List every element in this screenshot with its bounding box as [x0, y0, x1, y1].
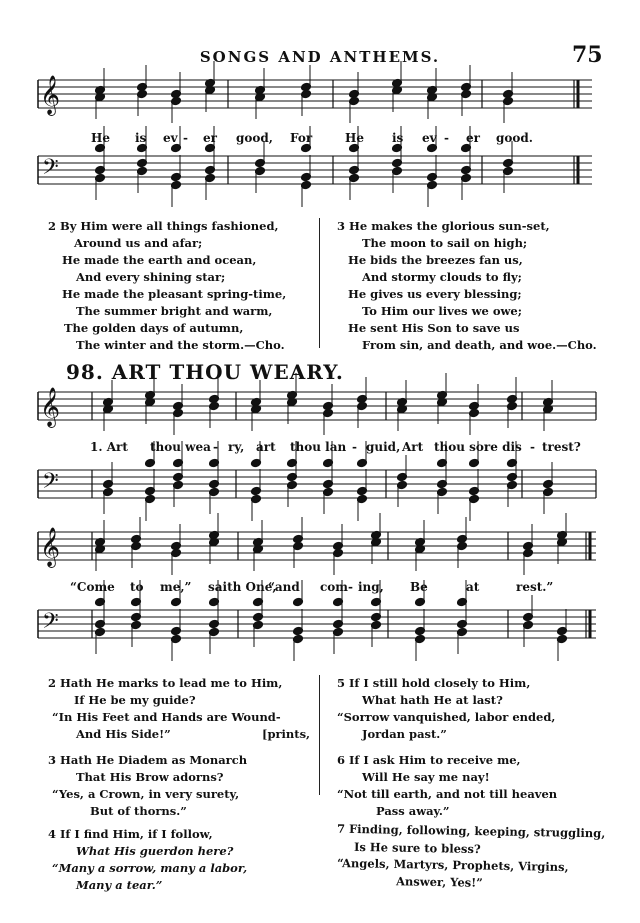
lyric-syllable: to — [130, 580, 144, 594]
hymn-title: 98. ART THOU WEARY. — [66, 360, 344, 384]
verse-line: But of thorns.” — [90, 804, 187, 818]
verse-line: And His Side!” — [76, 727, 171, 741]
running-header: SONGS AND ANTHEMS. — [199, 48, 441, 66]
lyric-syllable: ev — [163, 131, 178, 145]
verse-line: He made the earth and ocean, — [62, 253, 257, 267]
lyric-syllable: ev — [422, 131, 437, 145]
verse-line: Answer, Yes!” — [395, 874, 483, 890]
verse-line: “Yes, a Crown, in very surety, — [52, 787, 240, 801]
lyric-syllable: - — [183, 131, 188, 145]
lyric-syllable: - — [213, 440, 218, 454]
lyric-syllable: “Come — [70, 580, 115, 594]
lyric-syllable: good. — [496, 131, 533, 145]
lyric-syllable: “and — [268, 580, 300, 594]
verse-line: Around us and afar; — [74, 236, 203, 250]
verse-line: “Angels, Martyrs, Prophets, Virgins, — [336, 855, 569, 875]
verse-line: And every shining star; — [76, 270, 226, 284]
verse-line: “In His Feet and Hands are Wound- — [52, 710, 281, 724]
lyric-syllable: is — [392, 131, 404, 145]
lyric-syllable: ing, — [358, 580, 384, 594]
lyric-syllable: is — [135, 131, 147, 145]
lyric-syllable: thou sore dis — [434, 440, 522, 454]
lyric-syllable: thou wea — [150, 440, 211, 454]
column-divider — [319, 218, 320, 348]
verse-line: And stormy clouds to fly; — [362, 270, 522, 284]
verse-line: 2 By Him were all things fashioned, — [48, 219, 279, 233]
verse-line: Is He sure to bless? — [353, 839, 481, 857]
verse-line: What His guerdon here? — [76, 844, 234, 858]
column-divider — [319, 675, 320, 795]
treble-clef: 𝄞 — [40, 387, 61, 427]
verse-line: 4 If I find Him, if I follow, — [48, 827, 213, 841]
lyric-syllable: ry, — [228, 440, 245, 454]
lyric-syllable: guid, — [366, 440, 401, 454]
lyric-syllable: com — [320, 580, 349, 594]
lyric-syllable: good, — [236, 131, 273, 145]
verse-line: To Him our lives we owe; — [362, 304, 522, 318]
lyric-syllable: at — [466, 580, 480, 594]
verse-line: The moon to sail on high; — [362, 236, 528, 250]
lyric-syllable: er — [203, 131, 217, 145]
page-number: 75 — [572, 42, 603, 68]
verse-line: If He be my guide? — [74, 693, 196, 707]
verse-line: 2 Hath He marks to lead me to Him, — [48, 676, 283, 690]
verse-line: 3 Hath He Diadem as Monarch — [48, 753, 248, 767]
bass-clef: 𝄢 — [42, 609, 59, 639]
verse-line: [prints, — [262, 727, 311, 741]
treble-clef: 𝄞 — [40, 527, 61, 567]
verse-line: That His Brow adorns? — [76, 770, 224, 784]
verse-line: 5 If I still hold closely to Him, — [337, 676, 531, 690]
lyric-syllable: trest? — [542, 440, 581, 454]
lyric-syllable: - — [444, 131, 449, 145]
lyric-syllable: Be — [410, 580, 428, 594]
verse-line: He gives us every blessing; — [348, 287, 522, 301]
verse-line: 7 Finding, following, keeping, struggling, — [336, 821, 606, 841]
verse-line: What hath He at last? — [362, 693, 503, 707]
verse-line: The summer bright and warm, — [76, 304, 273, 318]
verse-line: 6 If I ask Him to receive me, — [337, 753, 521, 767]
verse-line: The winter and the storm.—Cho. — [76, 338, 285, 352]
lyric-syllable: - — [348, 580, 353, 594]
verse-line: Will He say me nay! — [362, 770, 490, 784]
lyric-syllable: He — [345, 131, 364, 145]
verse-line: Pass away.” — [376, 804, 450, 818]
bass-clef: 𝄢 — [42, 155, 59, 185]
verse-line: “Many a sorrow, many a labor, — [52, 861, 248, 875]
verse-line: He made the pleasant spring-time, — [62, 287, 287, 301]
lyric-syllable: art — [256, 440, 276, 454]
verse-line: 3 He makes the glorious sun-set, — [337, 219, 550, 233]
lyric-syllable: For — [290, 131, 313, 145]
lyric-syllable: thou lan — [290, 440, 347, 454]
verse-line: Many a tear.” — [76, 878, 163, 892]
lyric-syllable: rest.” — [516, 580, 554, 594]
lyric-syllable: He — [91, 131, 110, 145]
lyric-syllable: - — [352, 440, 357, 454]
lyric-syllable: 1. Art — [90, 440, 128, 454]
bass-clef: 𝄢 — [42, 469, 59, 499]
verse-line: “Sorrow vanquished, labor ended, — [337, 710, 556, 724]
verse-line: From sin, and death, and woe.—Cho. — [362, 338, 597, 352]
verse-line: The golden days of autumn, — [64, 321, 244, 335]
lyric-syllable: - — [530, 440, 535, 454]
verse-line: He bids the breezes fan us, — [348, 253, 523, 267]
verse-line: “Not till earth, and not till heaven — [337, 787, 558, 801]
lyric-syllable: me,” — [160, 580, 192, 594]
verse-line: Jordan past.” — [362, 727, 447, 741]
lyric-syllable: Art — [402, 440, 424, 454]
lyric-syllable: er — [466, 131, 480, 145]
treble-clef: 𝄞 — [40, 75, 61, 115]
verse-line: He sent His Son to save us — [348, 321, 520, 335]
lyric-syllable: saith One, — [208, 580, 277, 594]
